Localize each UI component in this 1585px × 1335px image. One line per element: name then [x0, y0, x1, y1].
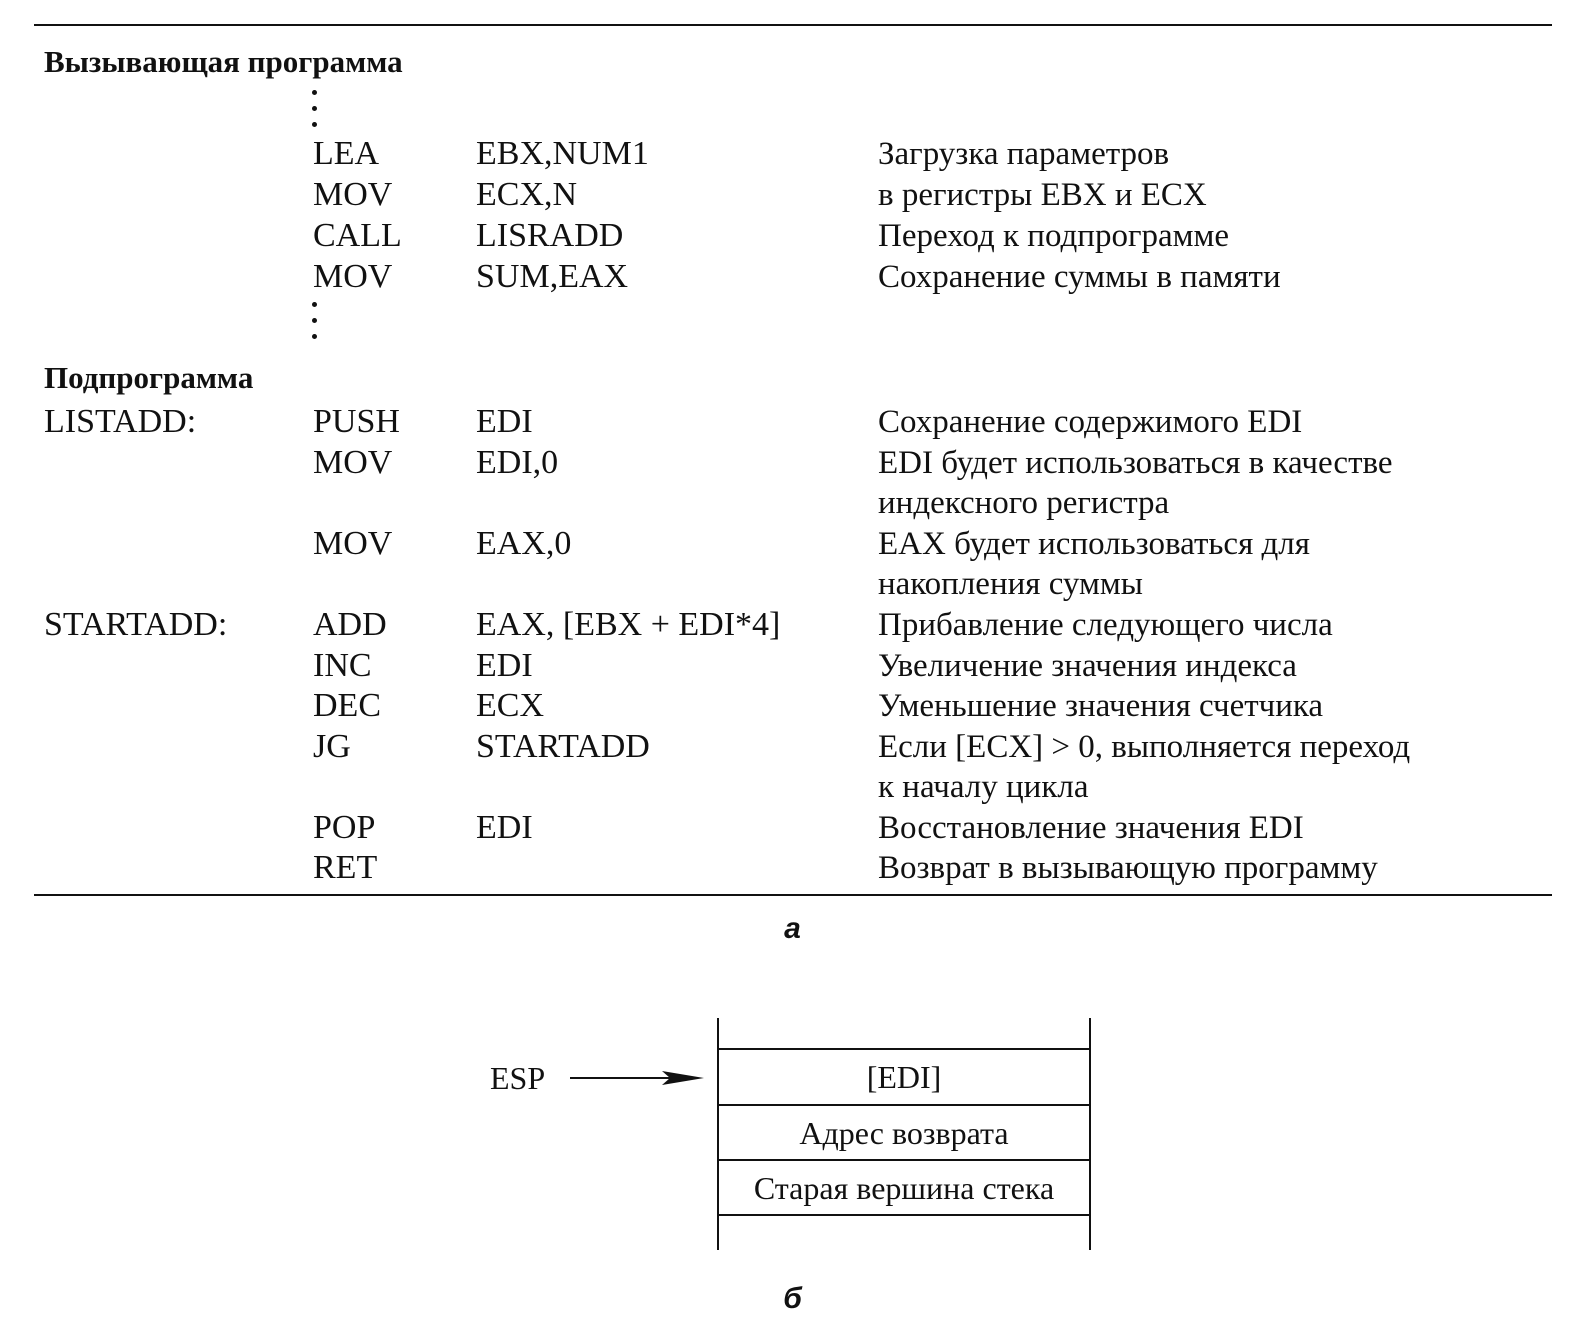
bottom-rule — [34, 894, 1552, 896]
code-comment: Сохранение содержимого EDI — [878, 404, 1303, 440]
code-op: MOV — [313, 258, 393, 295]
code-arg: SUM,EAX — [476, 258, 629, 295]
code-arg: ECX,N — [476, 176, 578, 213]
subroutine-heading: Подпрограмма — [44, 360, 254, 395]
code-comment: EDI будет использоваться в качестве — [878, 445, 1393, 481]
code-comment: накопления суммы — [878, 566, 1143, 602]
code-arg: EDI — [476, 403, 533, 440]
caption-b: б — [783, 1282, 802, 1315]
code-comment: Сохранение суммы в памяти — [878, 259, 1281, 295]
code-comment: Уменьшение значения счетчика — [878, 688, 1324, 724]
code-arg: LISRADD — [476, 217, 624, 254]
code-op: MOV — [313, 176, 393, 213]
code-op: INC — [313, 647, 372, 684]
caller-heading: Вызывающая программа — [44, 44, 403, 79]
code-comment: Увеличение значения индекса — [878, 648, 1297, 684]
esp-label: ESP — [490, 1060, 546, 1096]
top-rule — [34, 24, 1552, 26]
stack-cell-return-address: Адрес возврата — [799, 1115, 1009, 1151]
caption-a: а — [784, 912, 801, 945]
code-comment: индексного регистра — [878, 485, 1170, 521]
code-op: MOV — [313, 525, 393, 562]
code-arg: STARTADD — [476, 728, 650, 765]
code-op: MOV — [313, 444, 393, 481]
code-comment: Прибавление следующего числа — [878, 607, 1333, 643]
stack-diagram — [717, 1018, 1091, 1250]
code-label: STARTADD: — [44, 606, 228, 643]
code-comment: Загрузка параметров — [878, 136, 1170, 172]
stack-divider — [717, 1214, 1091, 1216]
code-arg: EBX,NUM1 — [476, 135, 649, 172]
stack-cell-old-top: Старая вершина стека — [753, 1170, 1055, 1206]
code-arg: EDI — [476, 809, 533, 846]
code-arg: EAX, [EBX + EDI*4] — [476, 606, 781, 643]
code-arg: ECX — [476, 687, 544, 724]
code-comment: Если [ECX] > 0, выполняется переход — [878, 729, 1411, 765]
code-op: CALL — [313, 217, 402, 254]
code-comment: EAX будет использоваться для — [878, 526, 1310, 562]
ellipsis-top — [308, 88, 322, 134]
code-op: DEC — [313, 687, 381, 724]
code-arg: EDI,0 — [476, 444, 559, 481]
code-label: LISTADD: — [44, 403, 197, 440]
code-arg: EDI — [476, 647, 533, 684]
ellipsis-bottom — [308, 300, 322, 346]
code-comment: в регистры EBX и ECX — [878, 177, 1207, 213]
code-comment: к началу цикла — [878, 769, 1089, 805]
code-comment: Переход к подпрограмме — [878, 218, 1230, 254]
stack-cell-edi: [EDI] — [866, 1059, 942, 1095]
code-op: ADD — [313, 606, 387, 643]
code-comment: Восстановление значения EDI — [878, 810, 1304, 846]
code-op: LEA — [313, 135, 380, 172]
code-op: PUSH — [313, 403, 400, 440]
code-op: RET — [313, 849, 378, 886]
code-op: JG — [313, 728, 351, 765]
arrow-right-icon — [570, 1068, 710, 1088]
code-op: POP — [313, 809, 376, 846]
code-arg: EAX,0 — [476, 525, 572, 562]
code-comment: Возврат в вызывающую программу — [878, 850, 1378, 886]
